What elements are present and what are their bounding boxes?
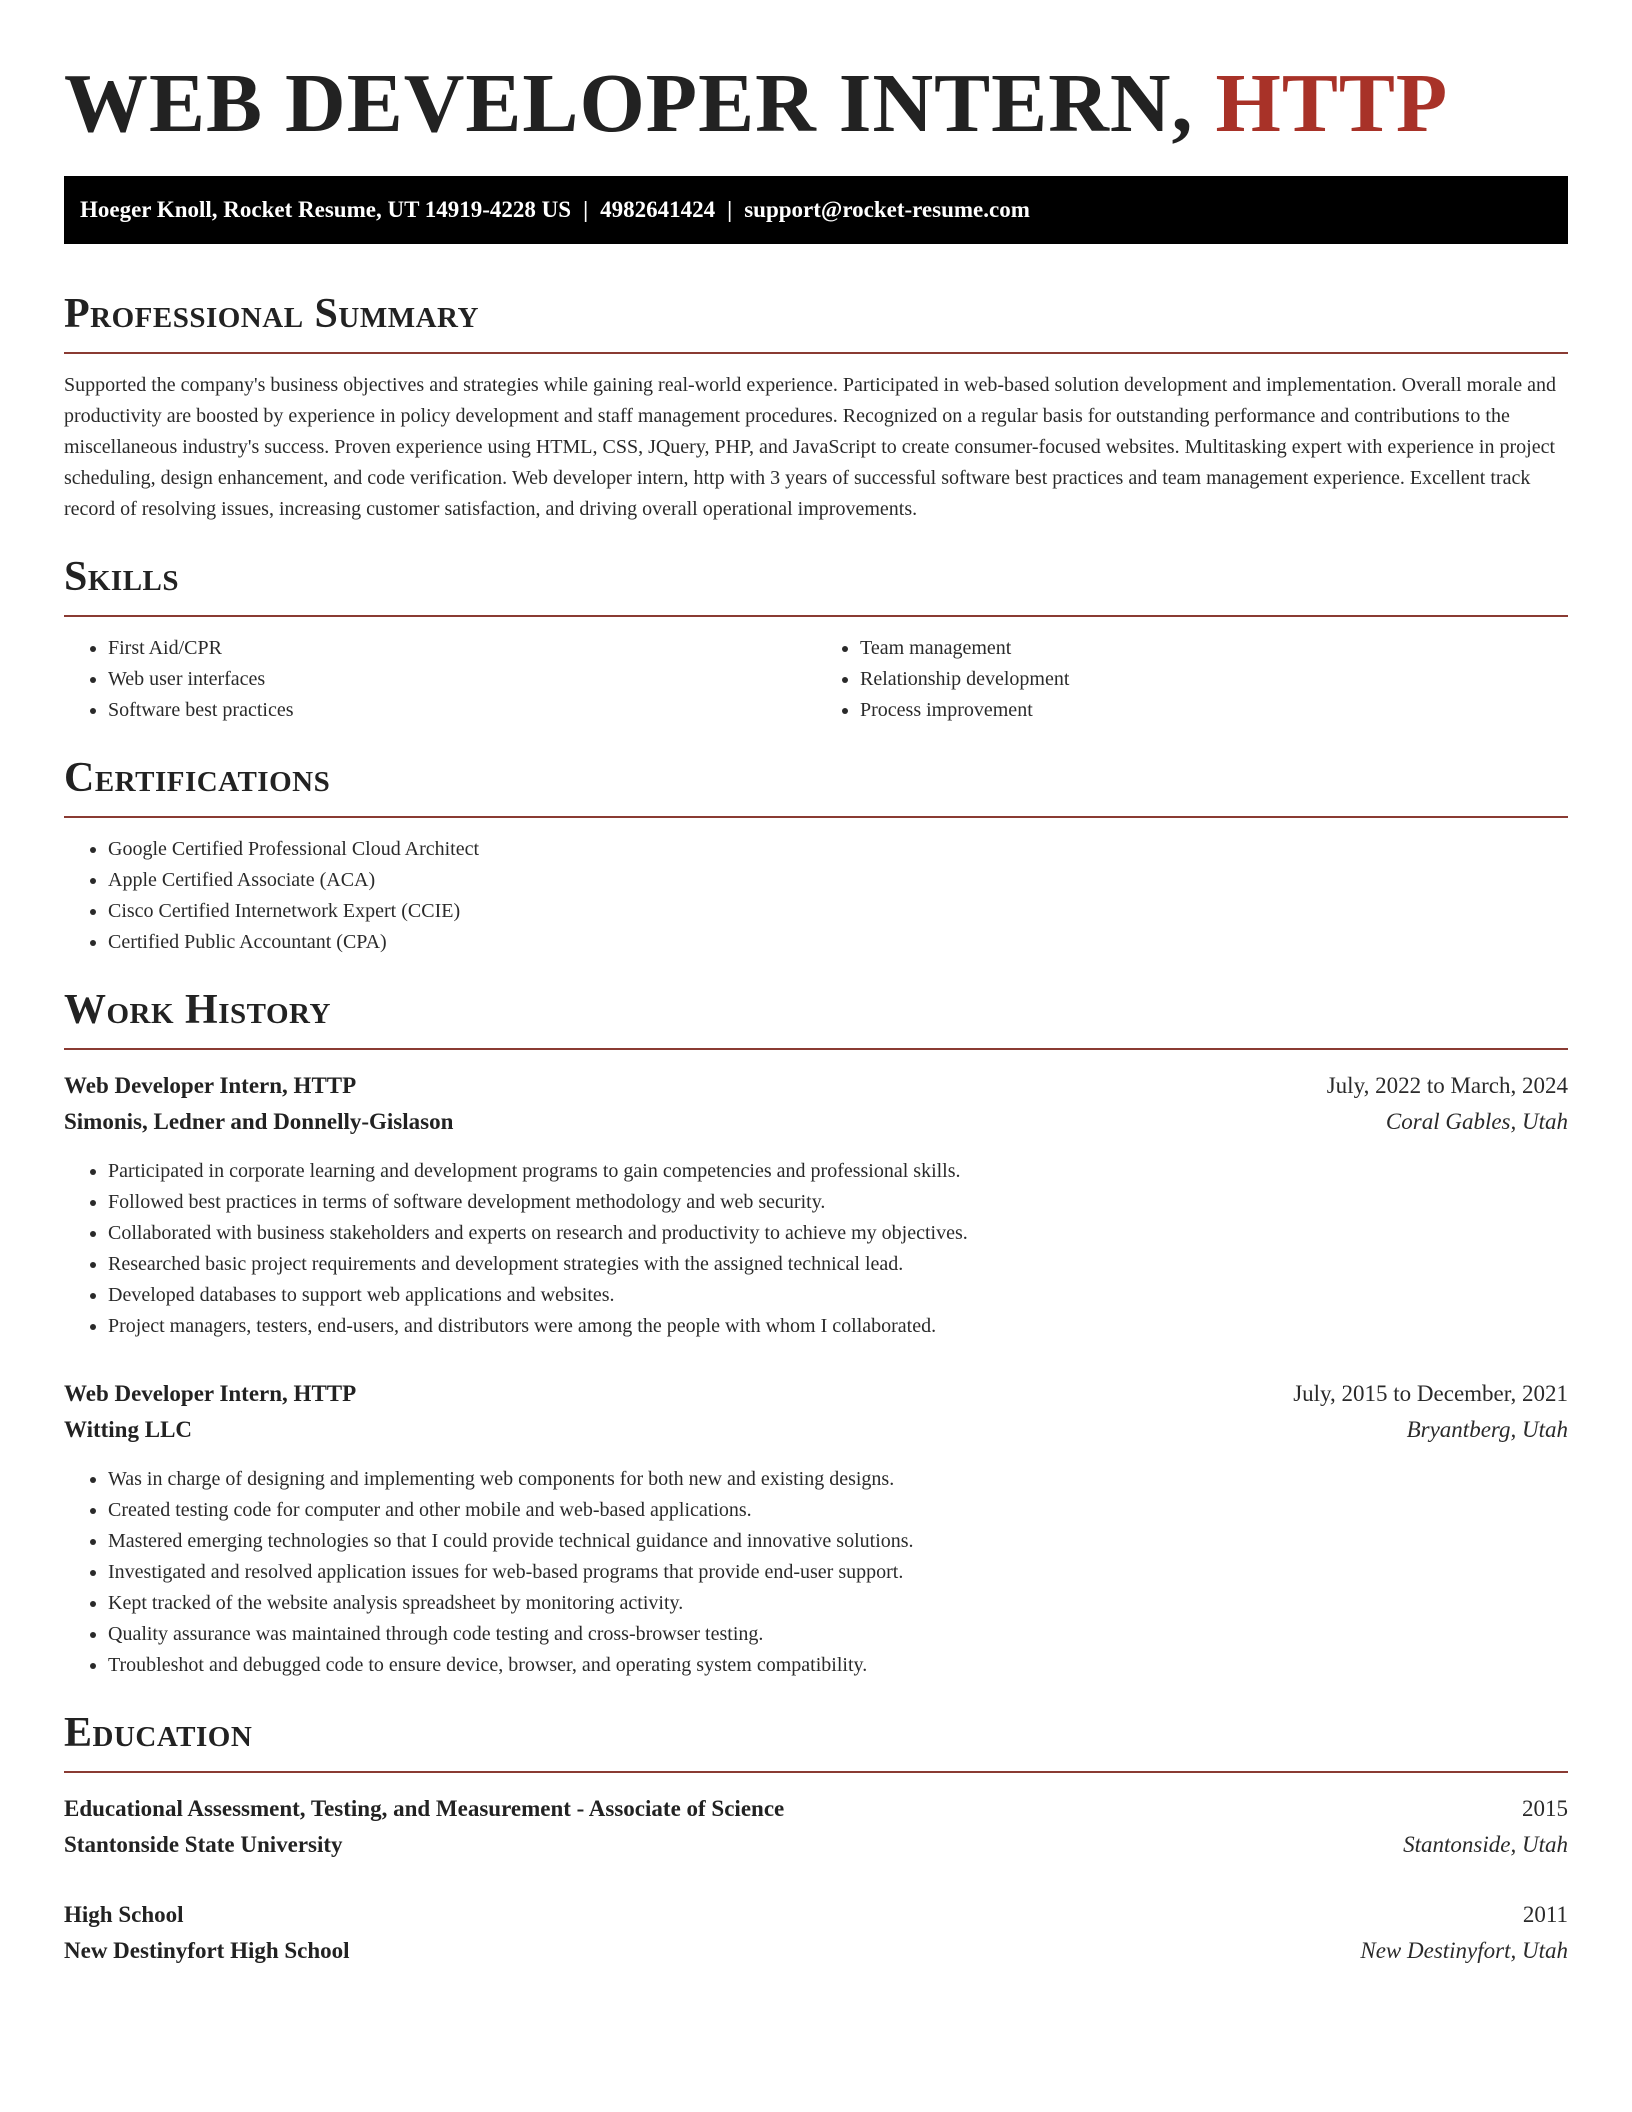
job-bullet: • Researched basic project requirements and development strategies with the assigned technical lead. [108,1249,1568,1280]
skill-item: • Process improvement [860,695,1568,726]
education-heading: Education [64,1707,1568,1773]
certification-item: • Google Certified Professional Cloud Architect [108,834,1568,865]
job-header-row [64,1068,1568,1104]
job-bullets [64,1464,1568,1681]
skill-item: • Team management [860,633,1568,664]
skill-item: • Software best practices [108,695,816,726]
education-location: Stantonside, Utah [1403,1832,1568,1857]
skill-item: • First Aid/CPR [108,633,816,664]
job-title: Web Developer Intern, HTTP [64,1381,357,1406]
skills-heading: Skills [64,551,1568,617]
title-accent: HTTP [1215,57,1449,150]
job-bullet: • Created testing code for computer and other mobile and web-based applications. [108,1495,1568,1526]
job-dates: July, 2015 to December, 2021 [1293,1381,1568,1406]
job-bullet: • Developed databases to support web applications and websites. [108,1280,1568,1311]
job-location: Bryantberg, Utah [1406,1417,1568,1442]
job-title: Web Developer Intern, HTTP [64,1073,357,1098]
work-history-section [64,984,1568,1681]
education-year: 2015 [1522,1796,1568,1821]
education-degree: Educational Assessment, Testing, and Measurement - Associate of Science [64,1796,785,1821]
certifications-heading: Certifications [64,752,1568,818]
title-main: WEB DEVELOPER INTERN, [64,57,1216,150]
education-year: 2011 [1522,1902,1568,1927]
job-bullet: • Mastered emerging technologies so that I could provide technical guidance and innovative solutions. [108,1526,1568,1557]
contact-bar [64,176,1568,244]
education-degree: High School [64,1902,184,1927]
education-school-row [64,1933,1568,1969]
contact-address: Hoeger Knoll, Rocket Resume, UT 14919-4228 US [80,197,572,222]
education-header-row [64,1897,1568,1933]
education-section [64,1707,1568,1969]
job-bullet: • Investigated and resolved application issues for web-based programs that provide end-user support. [108,1557,1568,1588]
contact-separator: | [727,197,733,222]
job-company: Simonis, Ledner and Donnelly-Gislason [64,1109,454,1134]
education-entry [64,1791,1568,1863]
job-company-row [64,1104,1568,1140]
resume-title [64,0,1568,150]
job-bullet: • Kept tracked of the website analysis spreadsheet by monitoring activity. [108,1588,1568,1619]
summary-section [64,288,1568,525]
education-school: New Destinyfort High School [64,1938,350,1963]
contact-separator: | [583,197,589,222]
skill-item: • Web user interfaces [108,664,816,695]
education-header-row [64,1791,1568,1827]
education-school: Stantonside State University [64,1832,343,1857]
summary-heading: Professional Summary [64,288,1568,354]
skills-list-left [64,633,816,726]
contact-email[interactable]: support@rocket-resume.com [744,197,1030,222]
job-bullet: • Troubleshot and debugged code to ensure device, browser, and operating system compatibility. [108,1650,1568,1681]
job-entry [64,1376,1568,1681]
job-bullets [64,1156,1568,1342]
contact-phone: 4982641424 [600,197,716,222]
job-bullet: • Was in charge of designing and implementing web components for both new and existing designs. [108,1464,1568,1495]
job-company: Witting LLC [64,1417,193,1442]
work-history-heading: Work History [64,984,1568,1050]
skills-section [64,551,1568,726]
education-location: New Destinyfort, Utah [1360,1938,1568,1963]
certifications-list [64,834,1568,958]
certification-item: • Certified Public Accountant (CPA) [108,927,1568,958]
job-entry [64,1068,1568,1342]
certification-item: • Apple Certified Associate (ACA) [108,865,1568,896]
skill-item: • Relationship development [860,664,1568,695]
job-dates: July, 2022 to March, 2024 [1326,1073,1568,1098]
job-bullet: • Quality assurance was maintained through code testing and cross-browser testing. [108,1619,1568,1650]
job-bullet: • Project managers, testers, end-users, and distributors were among the people with whom I collaborated. [108,1311,1568,1342]
summary-text: Supported the company's business objectives and strategies while gaining real-world experience. Participated in web-based solution development and implementation. Overall morale and productivity are boosted by experience in policy development and staff management procedures. Recognized on a regular basis for outstanding performance and contributions to the miscellaneous industry's success. Proven experience using HTML, CSS, JQuery, PHP, and JavaScript to create consumer-focused websites. Multitasking expert with experience in project scheduling, design enhancement, and code verification. Web developer intern, http with 3 years of successful software best practices and team management experience. Excellent track record of resolving issues, increasing customer satisfaction, and driving overall operational improvements. [64,374,1557,520]
job-header-row [64,1376,1568,1412]
skills-grid [64,633,1568,726]
education-school-row [64,1827,1568,1863]
job-bullet: • Collaborated with business stakeholders and experts on research and productivity to achieve my objectives. [108,1218,1568,1249]
job-bullet: • Followed best practices in terms of software development methodology and web security. [108,1187,1568,1218]
skills-list-right [816,633,1568,726]
job-bullet: • Participated in corporate learning and development programs to gain competencies and professional skills. [108,1156,1568,1187]
certifications-section [64,752,1568,958]
job-company-row [64,1412,1568,1448]
certification-item: • Cisco Certified Internetwork Expert (CCIE) [108,896,1568,927]
job-location: Coral Gables, Utah [1385,1109,1568,1134]
education-entry [64,1897,1568,1969]
